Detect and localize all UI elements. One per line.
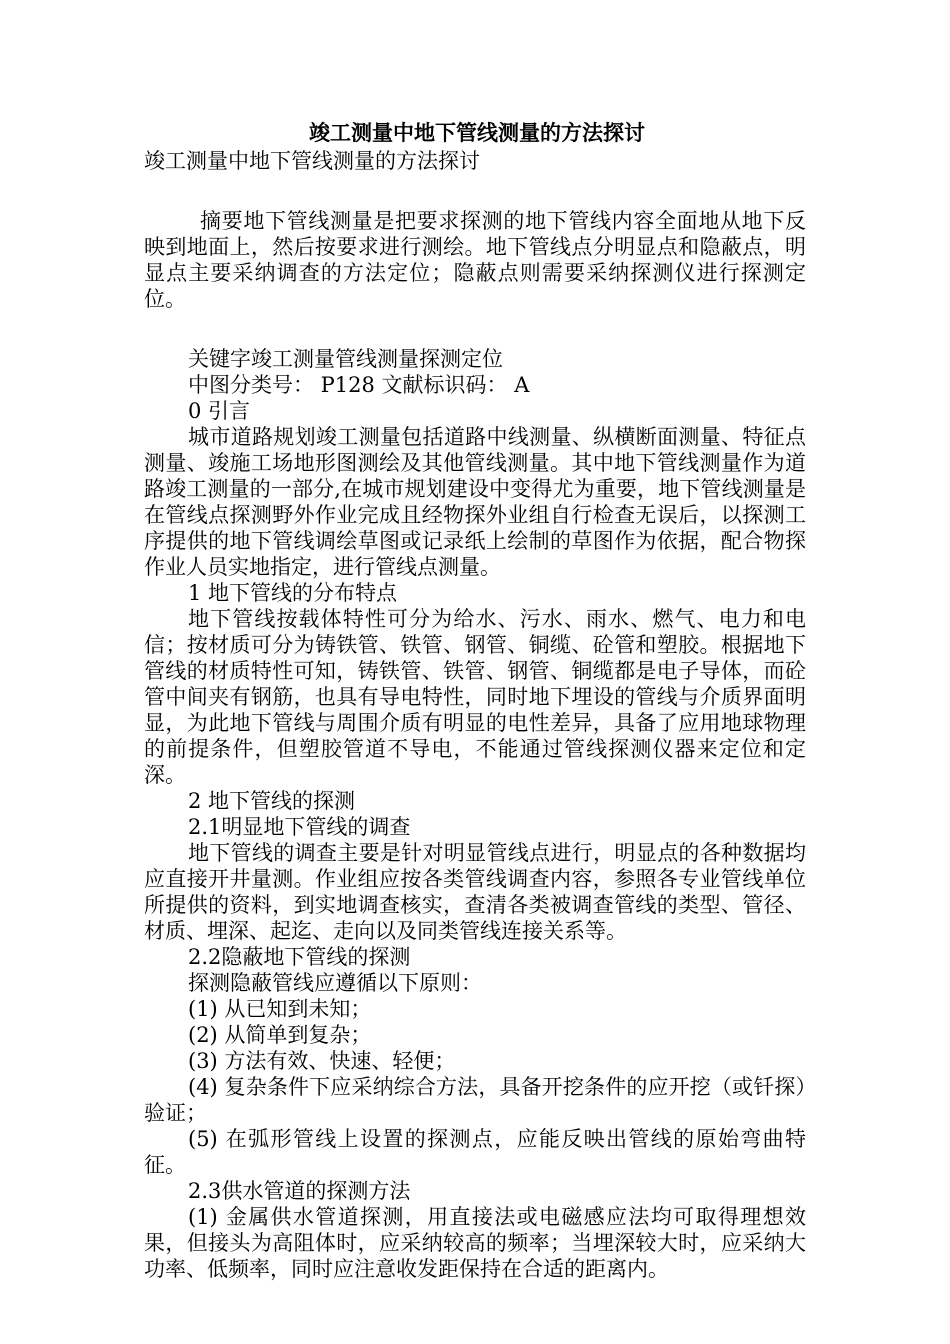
document-page — [144, 118, 806, 1282]
spacer — [144, 174, 806, 208]
abstract-paragraph: 摘要地下管线测量是把要求探测的地下管线内容全面地从地下反映到地面上，然后按要求进行测绘。地下管线点分明显点和隐蔽点，明显点主要采纳调查的方法定位；隐蔽点则需要采纳探测仪进行探测定位。 — [144, 209, 806, 311]
section-0-heading: 0 引言 — [188, 399, 251, 423]
section-2-2-intro: 探测隐蔽管线应遵循以下原则： — [188, 971, 482, 995]
principle-item: (1) 从已知到未知； — [188, 997, 372, 1021]
section-2-3-item-1: (1) 金属供水管道探测，用直接法或电磁感应法均可取得理想效果，但接头为高阻体时，应采纳较高的频率；当埋深较大时，应采纳大功率、低频率，同时应注意收发距保持在合适的距离内。 — [144, 1205, 806, 1281]
section-2-heading: 2 地下管线的探测 — [188, 789, 356, 813]
section-2-1-heading: 2.1明显地下管线的调查 — [188, 815, 411, 839]
section-1-heading: 1 地下管线的分布特点 — [188, 581, 398, 605]
principle-item: (2) 从简单到复杂； — [188, 1023, 372, 1047]
spacer — [144, 312, 806, 346]
principle-item: (4) 复杂条件下应采纳综合方法，具备开挖条件的应开挖（或钎探）验证； — [144, 1075, 806, 1125]
principle-item: (5) 在弧形管线上设置的探测点，应能反映出管线的原始弯曲特征。 — [144, 1127, 806, 1177]
principle-item: (3) 方法有效、快速、轻便； — [188, 1049, 456, 1073]
document-subtitle: 竣工测量中地下管线测量的方法探讨 — [144, 149, 480, 173]
section-1-body: 地下管线按载体特性可分为给水、污水、雨水、燃气、电力和电信；按材质可分为铸铁管、铁管、钢管、铜缆、砼管和塑胶。根据地下管线的材质特性可知，铸铁管、铁管、钢管、铜缆都是电子导体，而砼管中间夹有钢筋，也具有导电特性，同时地下埋设的管线与介质界面明显，为此地下管线与周围介质有明显的电性差异，具备了应用地球物理的前提条件，但塑胶管道不导电，不能通过管线探测仪器来定位和定深。 — [144, 607, 806, 787]
section-2-2-heading: 2.2隐蔽地下管线的探测 — [188, 945, 411, 969]
document-title: 竣工测量中地下管线测量的方法探讨 — [309, 121, 645, 145]
classification-line: 中图分类号： P128 文献标识码： A — [188, 373, 530, 397]
section-2-1-body: 地下管线的调查主要是针对明显管线点进行，明显点的各种数据均应直接开井量测。作业组应按各类管线调查内容，参照各专业管线单位所提供的资料，到实地调查核实，查清各类被调查管线的类型、管径、材质、埋深、起迄、走向以及同类管线连接关系等。 — [144, 841, 806, 943]
section-2-3-heading: 2.3供水管道的探测方法 — [188, 1179, 411, 1203]
section-0-body: 城市道路规划竣工测量包括道路中线测量、纵横断面测量、特征点测量、竣施工场地形图测绘及其他管线测量。其中地下管线测量作为道路竣工测量的一部分,在城市规划建设中变得尤为重要，地下管线测量是在管线点探测野外作业完成且经物探外业组自行检查无误后，以探测工序提供的地下管线调绘草图或记录纸上绘制的草图作为依据，配合物探作业人员实地指定，进行管线点测量。 — [144, 425, 806, 579]
keywords-line: 关键字竣工测量管线测量探测定位 — [188, 347, 503, 371]
